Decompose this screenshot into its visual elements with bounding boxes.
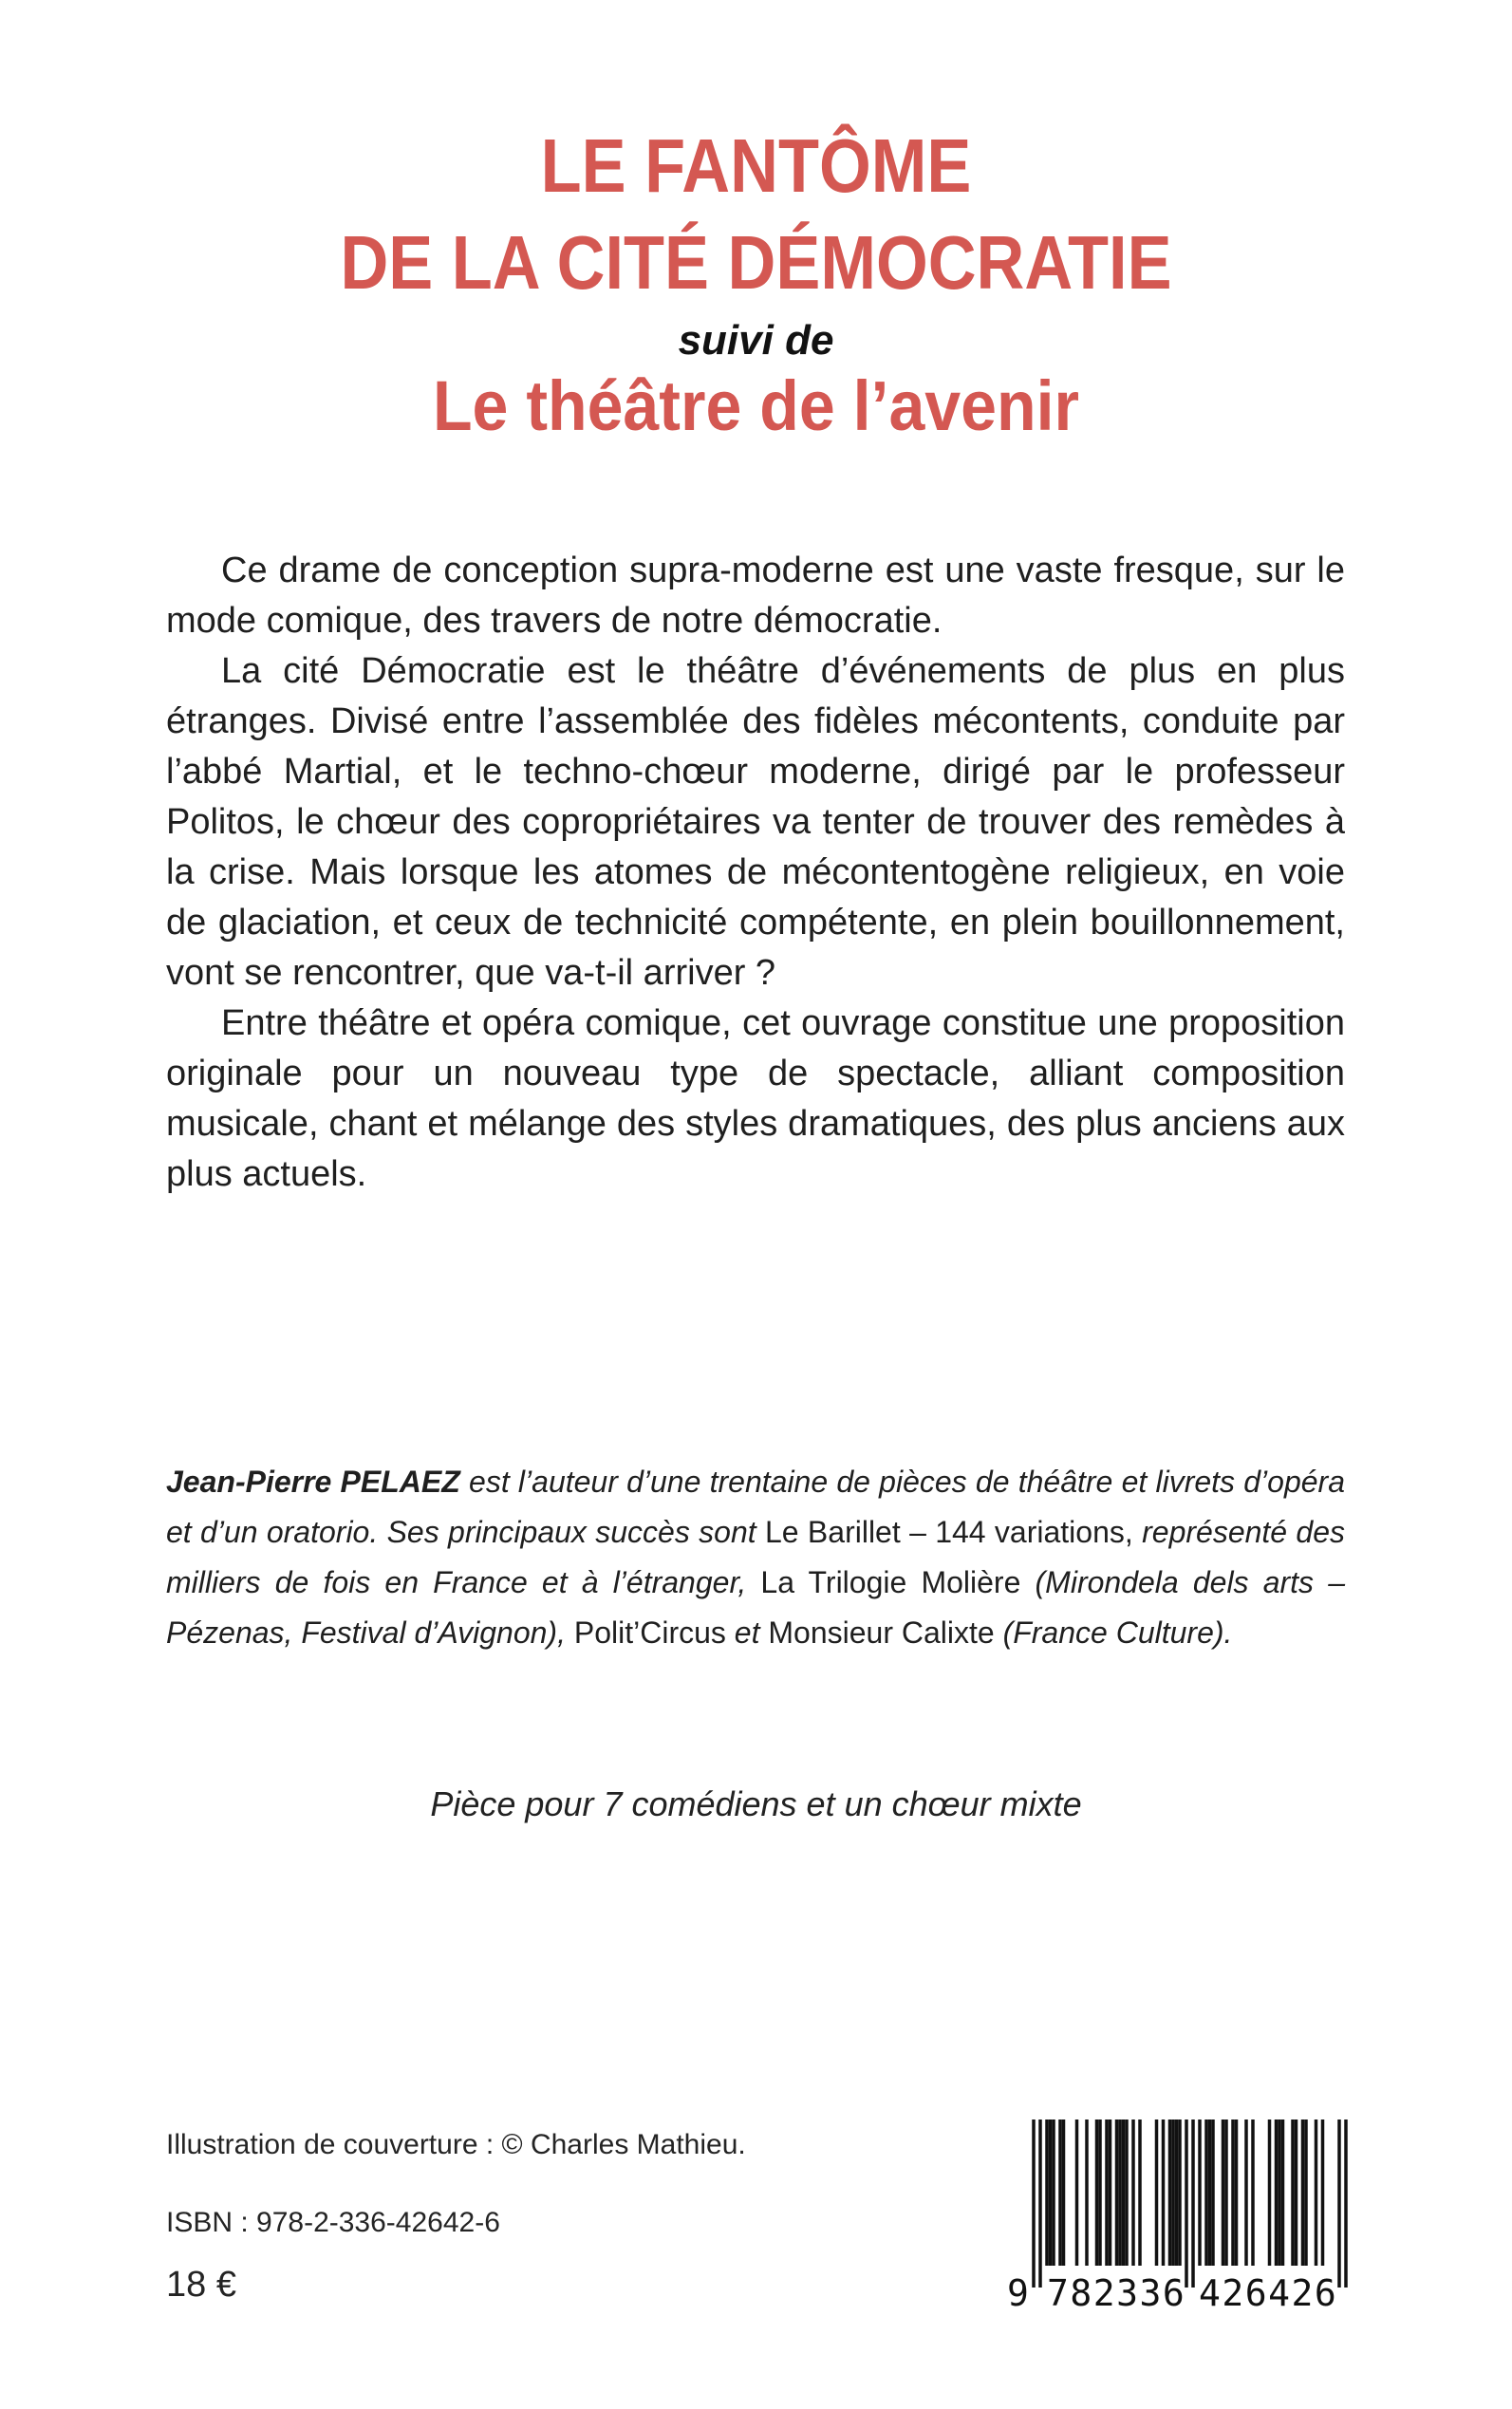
bio-segment: (France Culture).	[994, 1615, 1233, 1650]
barcode-digits-right: 426426	[1199, 2272, 1338, 2314]
bio-segment: représenté des milliers de fois en France et à l’étranger,	[166, 1515, 1346, 1599]
price-label: 18 €	[166, 2265, 236, 2305]
illustration-credit: Illustration de couverture : © Charles Mathieu.	[166, 2129, 746, 2160]
bio-segment: Le Barillet – 144 variations,	[765, 1515, 1133, 1549]
title-line-2: DE LA CITÉ DÉMOCRATIE	[340, 220, 1172, 305]
bio-segment: est l’auteur d’une trentaine de pièces de théâtre et livrets d’opéra et d’un oratorio. Ses principaux succès sont	[166, 1465, 1346, 1549]
synopsis-paragraph: Entre théâtre et opéra comique, cet ouvrage constitue une proposition originale pour un nouveau type de spectacle, alliant composition musicale, chant et mélange des styles dramatiques, des plus anciens aux plus actuels.	[166, 1003, 1345, 1194]
author-bio-paragraph	[166, 1457, 1345, 1658]
bio-segment: Monsieur Calixte	[768, 1615, 995, 1650]
barcode-block	[1007, 2120, 1348, 2314]
book-title	[0, 118, 1512, 311]
cast-note: Pièce pour 7 comédiens et un chœur mixte	[430, 1784, 1082, 1823]
bio-segment: et	[725, 1615, 769, 1650]
book-subtitle: Le théâtre de l’avenir	[432, 366, 1080, 445]
title-line-1: LE FANTÔME	[540, 123, 972, 208]
ean13-barcode	[1032, 2120, 1348, 2288]
bio-segment: La Trilogie Molière	[760, 1565, 1021, 1599]
synopsis-paragraph: Ce drame de conception supra-moderne est une vaste fresque, sur le mode comique, des travers de notre démocratie.	[166, 551, 1345, 641]
synopsis	[166, 546, 1345, 1200]
barcode-digits-left: 782336	[1047, 2272, 1186, 2314]
linking-phrase: suivi de	[678, 317, 834, 364]
isbn-label: ISBN : 978-2-336-42642-6	[166, 2207, 500, 2238]
bio-segment: (Mirondela dels arts – Pézenas, Festival d’Avignon),	[166, 1565, 1346, 1650]
bio-segment: Polit’Circus	[573, 1615, 726, 1650]
barcode-digit-first: 9	[1007, 2272, 1029, 2314]
bio-segment: Jean-Pierre PELAEZ	[166, 1465, 460, 1499]
synopsis-paragraph: La cité Démocratie est le théâtre d’événements de plus en plus étranges. Divisé entre l’assemblée des fidèles mécontents, conduite par l’abbé Martial, et le techno-chœur moderne, dirigé par le professeur Politos, le chœur des copropriétaires va tenter de trouver des remèdes à la crise. Mais lorsque les atomes de mécontentogène religieux, en voie de glaciation, et ceux de technicité compétente, en plein bouillonnement, vont se rencontrer, que va-t-il arriver ?	[166, 651, 1345, 993]
